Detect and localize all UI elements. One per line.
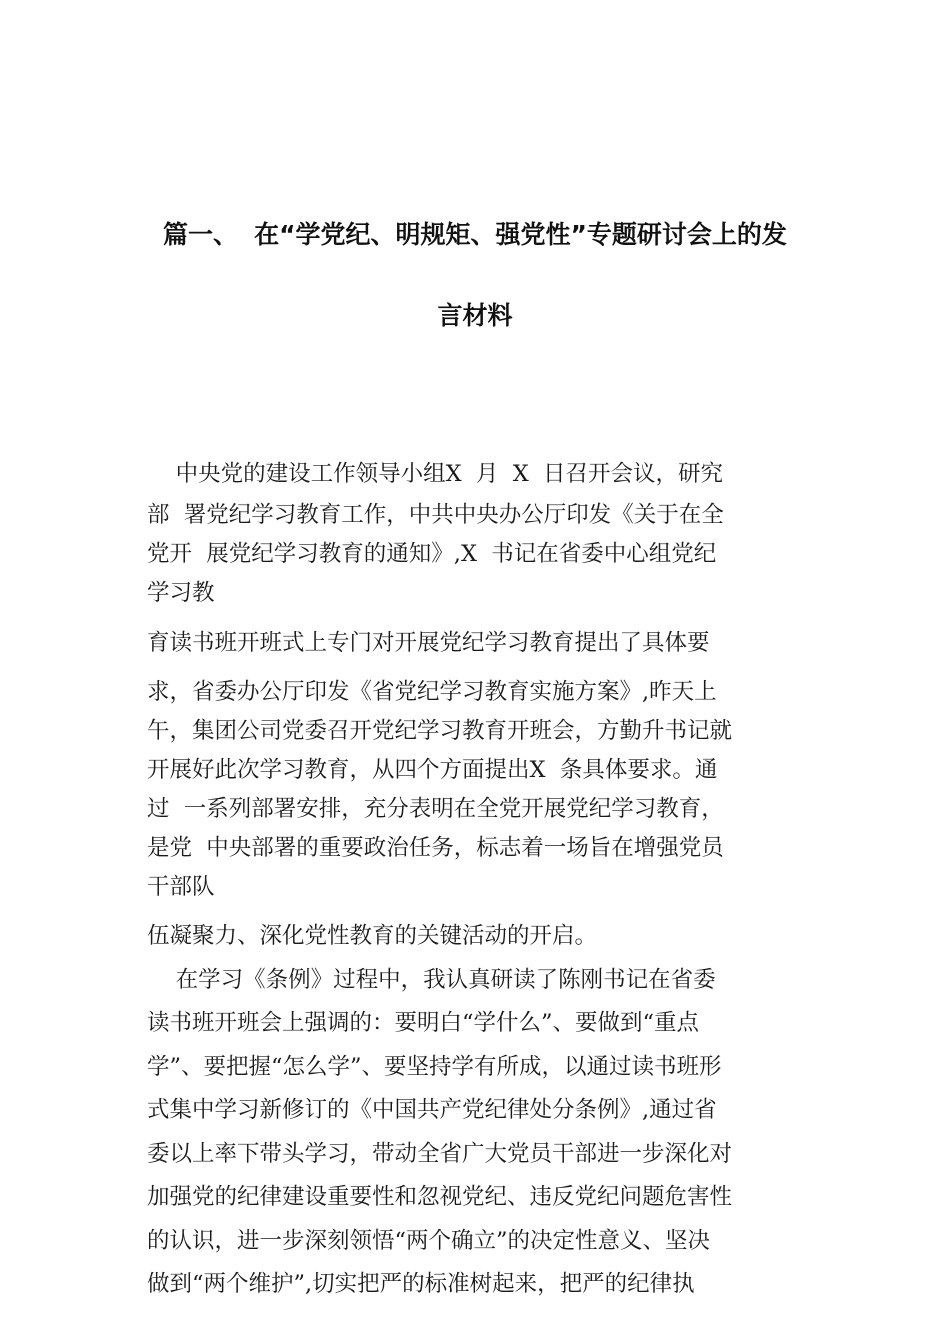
body-line: 干部队 — [147, 874, 215, 900]
body-line: 加强党的纪律建设重要性和忽视党纪、违反党纪问题危害性 — [147, 1184, 733, 1210]
body-line: 伍凝聚力、深化党性教育的关键活动的开启。 — [147, 923, 598, 949]
body-line: 开展好此次学习教育，从四个方面提出X 条具体要求。通 — [147, 757, 718, 783]
body-line: 读书班开班会上强调的：要明白“学什么”、要做到“重点 — [147, 1010, 700, 1036]
body-line: 党开 展党纪学习教育的通知》,X 书记在省委中心组党纪 — [147, 541, 717, 567]
body-line: 式集中学习新修订的《中国共产党纪律处分条例》,通过省 — [147, 1097, 717, 1123]
body-line: 午，集团公司党委召开党纪学习教育开班会，方勤升书记就 — [147, 718, 733, 744]
body-line: 过 一系列部署安排，充分表明在全党开展党纪学习教育， — [147, 796, 724, 822]
document-title-line-2: 言材料 — [437, 301, 513, 330]
body-line: 的认识，进一步深刻领悟“两个确立”的决定性意义、坚决 — [147, 1228, 711, 1254]
body-line: 育读书班开班式上专门对开展党纪学习教育提出了具体要 — [147, 630, 710, 656]
body-line: 在学习《条例》过程中，我认真研读了陈刚书记在省委 — [147, 967, 716, 993]
body-line: 学”、要把握“怎么学”、要坚持学有所成，以通过读书班形 — [147, 1054, 722, 1080]
body-line: 部 署党纪学习教育工作，中共中央办公厅印发《关于在全 — [147, 502, 724, 528]
title-number: 篇一、 — [163, 220, 239, 249]
title-text: 在“学党纪、明规矩、强党性”专题研讨会上的发 — [254, 220, 787, 249]
body-line: 求，省委办公厅印发《省党纪学习教育实施方案》,昨天上 — [147, 679, 717, 705]
body-line: 学习教 — [147, 580, 215, 606]
body-line: 中央党的建设工作领导小组X 月 X 日召开会议，研究 — [147, 461, 724, 487]
body-line: 是党 中央部署的重要政治任务，标志着一场旨在增强党员 — [147, 835, 724, 861]
document-title-line-1 — [0, 215, 950, 251]
body-line: 做到“两个维护”,切实把严的标准树起来，把严的纪律执 — [147, 1271, 695, 1297]
body-line: 委以上率下带头学习，带动全省广大党员干部进一步深化对 — [147, 1141, 733, 1167]
